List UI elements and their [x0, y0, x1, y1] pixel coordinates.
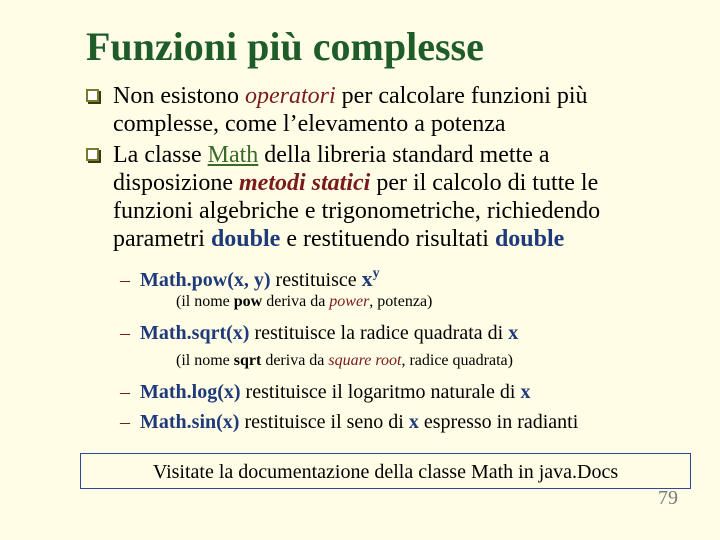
keyword-sqrt: sqrt	[233, 352, 262, 369]
text-run: , radice quadrata)	[401, 352, 513, 369]
note-pow	[176, 292, 432, 312]
text-run: per calcolare funzioni più	[335, 83, 588, 109]
bullet-operators	[86, 82, 588, 138]
dash-icon: –	[120, 269, 130, 291]
text-run: , potenza)	[369, 293, 433, 310]
bullet-text	[113, 141, 600, 253]
slide-title: Funzioni più complesse	[86, 24, 484, 69]
code-math-log: Math.log(x)	[140, 381, 241, 403]
text-run: espresso in radianti	[418, 411, 579, 433]
code-math-pow: Math.pow(x, y)	[140, 269, 271, 291]
text-run: restituisce il seno di	[239, 411, 409, 433]
emphasis-square-root: square root	[328, 352, 402, 369]
text-run: Non esistono	[113, 83, 245, 109]
text-run: restituisce la radice quadrata di	[249, 322, 509, 344]
subitem-sqrt	[120, 321, 518, 345]
bullet-line	[113, 225, 600, 253]
text-run: disposizione	[113, 170, 239, 196]
bullet-math-class	[86, 141, 600, 253]
keyword-pow: pow	[233, 293, 263, 310]
text-run: deriva da	[262, 293, 330, 310]
text-run: La classe	[113, 142, 208, 168]
text-run: restituisce	[270, 269, 362, 291]
exponent-y: y	[372, 266, 380, 281]
math-class-link[interactable]: Math	[207, 142, 259, 168]
dash-icon: –	[120, 411, 130, 433]
text-run: parametri	[113, 226, 211, 252]
dash-icon: –	[120, 322, 130, 344]
bullet-line	[113, 141, 600, 169]
note-sqrt	[176, 351, 513, 371]
dash-icon: –	[120, 381, 130, 403]
bullet-line	[113, 169, 600, 197]
subitem-log	[120, 380, 530, 404]
var-x: x	[508, 322, 519, 344]
var-x: x	[520, 381, 531, 403]
text-run: deriva da	[261, 352, 329, 369]
text-run: restituisce il logaritmo naturale di	[240, 381, 521, 403]
emphasis-power: power	[329, 293, 370, 310]
text-run: (il nome	[176, 352, 234, 369]
emphasis-operatori: operatori	[245, 83, 336, 109]
checkbox-square-icon	[86, 148, 99, 161]
page-number: 79	[658, 487, 678, 509]
var-x: x	[361, 266, 373, 291]
text-run: (il nome	[176, 293, 234, 310]
keyword-double: double	[494, 226, 565, 252]
checkbox-square-icon	[86, 89, 99, 102]
bullet-text	[113, 82, 588, 138]
text-run: e restituendo risultati	[280, 226, 495, 252]
subitem-pow	[120, 262, 380, 292]
bullet-line	[113, 82, 588, 110]
keyword-double: double	[210, 226, 281, 252]
var-x: x	[408, 411, 419, 433]
javadocs-callout-text: Visitate la documentazione della classe Math in java.Docs	[152, 461, 619, 483]
code-math-sqrt: Math.sqrt(x)	[140, 322, 250, 344]
bullet-line: funzioni algebriche e trigonometriche, richiedendo	[113, 198, 601, 224]
text-run: della libreria standard mette a	[258, 142, 550, 168]
subitem-sin	[120, 410, 578, 434]
text-run: per il calcolo di tutte le	[370, 170, 599, 196]
code-math-sin: Math.sin(x)	[140, 411, 240, 433]
emphasis-metodi-statici: metodi statici	[239, 170, 371, 196]
javadocs-callout[interactable]	[80, 453, 691, 489]
bullet-line: complesse, come l’elevamento a potenza	[113, 111, 506, 137]
